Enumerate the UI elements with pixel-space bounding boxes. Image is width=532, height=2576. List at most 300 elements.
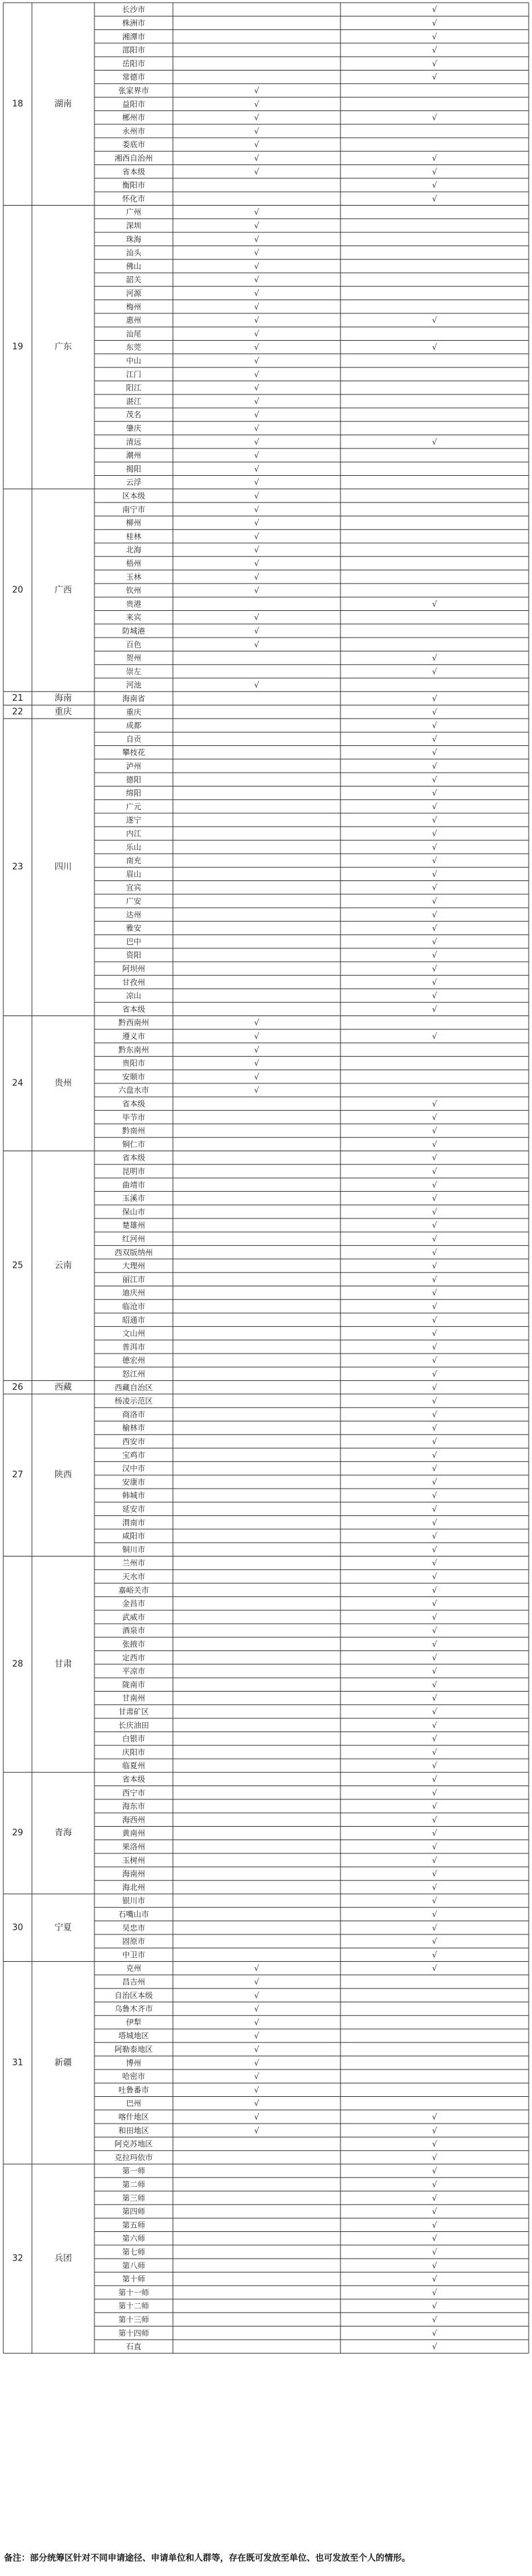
check-mark-unit: √	[254, 234, 259, 244]
check-mark-individual: √	[432, 1693, 438, 1703]
check-mark-unit: √	[254, 437, 259, 447]
check-mark-individual: √	[432, 1004, 438, 1014]
check-mark-individual: √	[432, 775, 438, 785]
check-mark-unit: √	[254, 288, 259, 298]
check-mark-individual: √	[432, 1031, 438, 1041]
city-name: 玉林	[126, 572, 142, 582]
city-name: 第六师	[122, 2233, 146, 2243]
city-name: 固原市	[122, 1936, 146, 1946]
city-name: 石嘴山市	[118, 1909, 149, 1919]
check-mark-individual: √	[432, 977, 438, 987]
city-name: 张掖市	[122, 1639, 146, 1649]
province-name: 兵团	[54, 2253, 72, 2264]
city-name: 克州	[126, 1963, 142, 1973]
check-mark-individual: √	[432, 923, 438, 933]
city-name: 铜仁市	[122, 1139, 146, 1149]
check-mark-individual: √	[432, 707, 438, 717]
city-name: 湘潭市	[122, 31, 146, 41]
city-name: 丽江市	[122, 1274, 146, 1284]
city-name: 黔西南州	[118, 1017, 149, 1027]
city-name: 惠州	[126, 315, 142, 325]
city-name: 甘孜州	[122, 977, 146, 987]
city-name: 内江	[126, 828, 142, 838]
city-name: 东莞	[126, 342, 142, 352]
province-name: 广西	[54, 585, 72, 596]
check-mark-individual: √	[432, 1436, 438, 1446]
city-name: 黔东南州	[118, 1045, 149, 1055]
check-mark-individual: √	[432, 815, 438, 825]
city-name: 西藏自治区	[114, 1382, 153, 1392]
city-name: 长沙市	[122, 5, 146, 15]
city-name: 长庆油田	[118, 1720, 149, 1730]
check-mark-individual: √	[432, 342, 438, 352]
check-mark-individual: √	[432, 1517, 438, 1527]
city-name: 益阳市	[122, 99, 146, 109]
check-mark-individual: √	[432, 1828, 438, 1838]
check-mark-individual: √	[432, 991, 438, 1001]
group-number: 20	[12, 585, 23, 596]
city-name: 崇左	[126, 666, 142, 676]
city-name: 大理州	[122, 1261, 146, 1271]
city-name: 省本级	[122, 1099, 146, 1109]
check-mark-individual: √	[432, 1409, 438, 1419]
city-name: 甘南州	[122, 1693, 146, 1703]
group-number: 18	[12, 98, 23, 109]
check-mark-individual: √	[432, 761, 438, 771]
check-mark-unit: √	[254, 558, 259, 568]
city-name: 楚雄州	[122, 1220, 146, 1230]
city-name: 宜宾	[126, 882, 142, 892]
city-name: 广元	[126, 801, 142, 811]
city-name: 普洱市	[122, 1342, 146, 1352]
check-mark-individual: √	[432, 1315, 438, 1325]
city-name: 南充	[126, 856, 142, 866]
city-name: 巴州	[126, 2098, 142, 2108]
check-mark-individual: √	[432, 2152, 438, 2162]
check-mark-individual: √	[432, 1612, 438, 1622]
group-number: 32	[12, 2253, 23, 2264]
city-name: 第一师	[122, 2166, 146, 2176]
check-mark-unit: √	[254, 640, 259, 649]
city-name: 德宏州	[122, 1356, 146, 1366]
city-name: 韶关	[126, 275, 142, 285]
city-name: 果洛州	[122, 1841, 146, 1851]
check-mark-individual: √	[432, 2261, 438, 2271]
province-name: 重庆	[54, 707, 72, 717]
city-name: 乌鲁木齐市	[114, 2004, 153, 2014]
check-mark-individual: √	[432, 1369, 438, 1379]
check-mark-individual: √	[432, 1774, 438, 1784]
check-mark-individual: √	[432, 2247, 438, 2257]
check-mark-individual: √	[432, 1869, 438, 1879]
city-name: 茂名	[126, 410, 142, 420]
city-name: 银川市	[122, 1896, 146, 1906]
check-mark-individual: √	[432, 437, 438, 447]
city-name: 汉中市	[122, 1463, 146, 1473]
check-mark-individual: √	[432, 1220, 438, 1230]
check-mark-unit: √	[254, 477, 259, 487]
city-name: 第七师	[122, 2247, 146, 2257]
city-name: 阳江	[126, 383, 142, 393]
check-mark-unit: √	[254, 410, 259, 420]
check-mark-individual: √	[432, 2207, 438, 2217]
check-mark-unit: √	[254, 572, 259, 582]
check-mark-unit: √	[254, 396, 259, 406]
city-name: 白银市	[122, 1734, 146, 1744]
check-mark-individual: √	[432, 1936, 438, 1946]
check-mark-unit: √	[254, 464, 259, 474]
check-mark-individual: √	[432, 1585, 438, 1595]
province-name: 海南	[54, 693, 72, 703]
check-mark-individual: √	[432, 1787, 438, 1797]
city-name: 兰州市	[122, 1558, 146, 1568]
check-mark-individual: √	[432, 1234, 438, 1244]
city-name: 海北州	[122, 1882, 146, 1892]
city-name: 临夏州	[122, 1761, 146, 1771]
city-name: 德阳	[126, 775, 142, 785]
check-mark-individual: √	[432, 2220, 438, 2230]
province-name: 四川	[54, 862, 72, 872]
check-mark-individual: √	[432, 1571, 438, 1581]
check-mark-unit: √	[254, 2058, 259, 2068]
check-mark-individual: √	[432, 1706, 438, 1716]
check-mark-individual: √	[432, 1680, 438, 1690]
check-mark-unit: √	[254, 531, 259, 541]
group-number: 26	[12, 1382, 23, 1393]
check-mark-individual: √	[432, 194, 438, 204]
check-mark-individual: √	[432, 72, 438, 82]
city-name: 怀化市	[122, 194, 146, 204]
city-name: 雅安	[126, 923, 142, 933]
city-name: 定西市	[122, 1652, 146, 1662]
city-name: 陇南市	[122, 1680, 146, 1690]
city-name: 中山	[126, 355, 142, 365]
city-name: 海东市	[122, 1801, 146, 1811]
city-name: 延安市	[122, 1504, 146, 1514]
city-name: 梅州	[126, 301, 142, 311]
city-name: 自治区本级	[114, 1990, 153, 2000]
city-name: 第十三师	[118, 2314, 149, 2324]
check-mark-unit: √	[254, 153, 259, 163]
check-mark-individual: √	[432, 1652, 438, 1662]
check-mark-unit: √	[254, 626, 259, 636]
check-mark-individual: √	[432, 1909, 438, 1919]
check-mark-individual: √	[432, 1301, 438, 1311]
check-mark-individual: √	[432, 18, 438, 28]
check-mark-unit: √	[254, 451, 259, 460]
city-name: 郴州市	[122, 112, 146, 122]
city-name: 第十四师	[118, 2328, 149, 2338]
city-name: 深圳	[126, 220, 142, 230]
check-mark-unit: √	[254, 423, 259, 433]
check-mark-individual: √	[432, 2314, 438, 2324]
check-mark-unit: √	[254, 2031, 259, 2041]
city-name: 黄南州	[122, 1828, 146, 1838]
check-mark-unit: √	[254, 1976, 259, 1986]
check-mark-unit: √	[254, 2112, 259, 2121]
city-name: 桂林	[126, 531, 142, 541]
check-mark-individual: √	[432, 5, 438, 15]
check-mark-individual: √	[432, 801, 438, 811]
city-name: 株洲市	[122, 18, 146, 28]
city-name: 佛山	[126, 261, 142, 271]
check-mark-individual: √	[432, 1666, 438, 1676]
city-name: 湘西自治州	[114, 153, 153, 163]
check-mark-unit: √	[254, 2098, 259, 2108]
check-mark-individual: √	[432, 1815, 438, 1825]
check-mark-individual: √	[432, 1112, 438, 1122]
province-name: 广东	[54, 342, 72, 353]
check-mark-unit: √	[254, 2085, 259, 2095]
group-number: 22	[12, 707, 23, 717]
check-mark-individual: √	[432, 1396, 438, 1406]
check-mark-individual: √	[432, 153, 438, 163]
city-name: 潮州	[126, 451, 142, 460]
check-mark-individual: √	[432, 166, 438, 176]
check-mark-individual: √	[432, 31, 438, 41]
city-name: 第八师	[122, 2261, 146, 2271]
city-name: 榆林市	[122, 1423, 146, 1433]
city-name: 乐山	[126, 842, 142, 852]
check-mark-individual: √	[432, 1639, 438, 1649]
city-name: 商洛市	[122, 1409, 146, 1419]
city-name: 迪庆州	[122, 1288, 146, 1298]
check-mark-individual: √	[432, 180, 438, 190]
city-name: 阿坝州	[122, 964, 146, 974]
city-name: 安康市	[122, 1477, 146, 1487]
check-mark-unit: √	[254, 545, 259, 555]
city-name: 海南州	[122, 1869, 146, 1879]
check-mark-unit: √	[254, 2125, 259, 2135]
city-name: 巴中	[126, 936, 142, 946]
check-mark-individual: √	[432, 1855, 438, 1865]
check-mark-individual: √	[432, 2342, 438, 2352]
check-mark-unit: √	[254, 2004, 259, 2014]
city-name: 第十二师	[118, 2301, 149, 2311]
check-mark-individual: √	[432, 2179, 438, 2189]
city-name: 阿勒泰地区	[114, 2044, 153, 2054]
province-name: 西藏	[54, 1382, 72, 1393]
check-mark-individual: √	[432, 1450, 438, 1460]
city-name: 酒泉市	[122, 1626, 146, 1636]
check-mark-individual: √	[432, 828, 438, 838]
check-mark-individual: √	[432, 910, 438, 920]
city-name: 保山市	[122, 1206, 146, 1216]
city-name: 六盘水市	[118, 1085, 149, 1095]
city-name: 宝鸡市	[122, 1450, 146, 1460]
city-name: 安顺市	[122, 1071, 146, 1081]
check-mark-individual: √	[432, 2233, 438, 2243]
check-mark-individual: √	[432, 1801, 438, 1811]
check-mark-unit: √	[254, 518, 259, 528]
city-name: 铜川市	[122, 1545, 146, 1555]
footnote: 备注：部分统筹区针对不同申请途径、申请单位和人群等，存在既可发放至单位、也可发放至个人的情形。	[4, 2553, 411, 2563]
group-number: 23	[12, 862, 23, 872]
check-mark-individual: √	[432, 315, 438, 325]
city-name: 喀什地区	[118, 2112, 149, 2121]
group-number: 28	[12, 1659, 23, 1670]
check-mark-individual: √	[432, 2139, 438, 2149]
check-mark-individual: √	[432, 1463, 438, 1473]
city-name: 阿克苏地区	[114, 2139, 153, 2149]
check-mark-individual: √	[432, 1531, 438, 1541]
check-mark-unit: √	[254, 612, 259, 622]
city-name: 云浮	[126, 477, 142, 487]
check-mark-individual: √	[432, 1720, 438, 1730]
city-name: 塔城地区	[118, 2031, 149, 2041]
city-name: 渭南市	[122, 1517, 146, 1527]
check-mark-unit: √	[254, 1045, 259, 1055]
city-name: 娄底市	[122, 140, 146, 150]
city-name: 玉树州	[122, 1855, 146, 1865]
city-name: 昌吉州	[122, 1976, 146, 1986]
city-name: 防城港	[122, 626, 146, 636]
city-name: 重庆	[126, 707, 142, 717]
check-mark-unit: √	[254, 1085, 259, 1095]
group-number: 19	[12, 342, 23, 353]
check-mark-unit: √	[254, 680, 259, 690]
check-mark-individual: √	[432, 882, 438, 892]
city-name: 黔南州	[122, 1126, 146, 1136]
city-name: 天水市	[122, 1571, 146, 1581]
check-mark-individual: √	[432, 856, 438, 866]
check-mark-unit: √	[254, 369, 259, 379]
check-mark-individual: √	[432, 1153, 438, 1163]
check-mark-unit: √	[254, 1017, 259, 1027]
city-name: 汕头	[126, 248, 142, 258]
check-mark-individual: √	[432, 1099, 438, 1109]
city-name: 第十师	[122, 2274, 146, 2284]
check-mark-individual: √	[432, 1193, 438, 1203]
city-name: 自贡	[126, 734, 142, 744]
city-name: 吴忠市	[122, 1923, 146, 1932]
check-mark-individual: √	[432, 653, 438, 663]
check-mark-individual: √	[432, 1491, 438, 1501]
check-mark-individual: √	[432, 2328, 438, 2338]
city-name: 怒江州	[122, 1369, 146, 1379]
city-name: 广安	[126, 896, 142, 906]
province-name: 甘肃	[54, 1659, 72, 1670]
check-mark-individual: √	[432, 1950, 438, 1960]
check-mark-individual: √	[432, 1180, 438, 1190]
city-name: 毕节市	[122, 1112, 146, 1122]
city-name: 西安市	[122, 1436, 146, 1446]
group-number: 29	[12, 1828, 23, 1839]
province-name: 陕西	[54, 1470, 72, 1481]
check-mark-unit: √	[254, 126, 259, 136]
check-mark-individual: √	[432, 1841, 438, 1851]
city-name: 第五师	[122, 2220, 146, 2230]
check-mark-individual: √	[432, 1342, 438, 1352]
city-name: 清远	[126, 437, 142, 447]
city-name: 衡阳市	[122, 180, 146, 190]
check-mark-unit: √	[254, 99, 259, 109]
city-name: 凉山	[126, 991, 142, 1001]
province-name: 新疆	[54, 2058, 72, 2068]
city-name: 庆阳市	[122, 1747, 146, 1757]
city-name: 省本级	[122, 1774, 146, 1784]
city-name: 哈密市	[122, 2072, 146, 2082]
city-name: 南宁市	[122, 504, 146, 514]
check-mark-unit: √	[254, 1963, 259, 1973]
city-name: 省本级	[122, 1004, 146, 1014]
check-mark-individual: √	[432, 964, 438, 974]
city-name: 玉溪市	[122, 1193, 146, 1203]
city-name: 文山州	[122, 1328, 146, 1338]
check-mark-individual: √	[432, 1423, 438, 1433]
city-name: 贺州	[126, 653, 142, 663]
city-name: 广州	[126, 207, 142, 217]
check-mark-individual: √	[432, 1896, 438, 1906]
check-mark-individual: √	[432, 1328, 438, 1338]
check-mark-unit: √	[254, 355, 259, 365]
check-mark-individual: √	[432, 599, 438, 609]
check-mark-individual: √	[432, 1734, 438, 1744]
check-mark-unit: √	[254, 2017, 259, 2027]
check-mark-individual: √	[432, 1923, 438, 1932]
city-name: 绵阳	[126, 788, 142, 798]
check-mark-individual: √	[432, 2301, 438, 2311]
city-name: 海西州	[122, 1815, 146, 1825]
city-name: 泸州	[126, 761, 142, 771]
check-mark-unit: √	[254, 329, 259, 339]
city-name: 岳阳市	[122, 59, 146, 69]
city-name: 眉山	[126, 869, 142, 879]
check-mark-unit: √	[254, 166, 259, 176]
city-name: 第三师	[122, 2193, 146, 2203]
check-mark-individual: √	[432, 1382, 438, 1392]
check-mark-individual: √	[432, 1261, 438, 1271]
city-name: 北海	[126, 545, 142, 555]
city-name: 西宁市	[122, 1787, 146, 1797]
city-name: 吐鲁番市	[118, 2085, 149, 2095]
city-name: 钦州	[126, 586, 142, 596]
check-mark-unit: √	[254, 220, 259, 230]
check-mark-individual: √	[432, 1166, 438, 1176]
city-name: 贵阳市	[122, 1058, 146, 1068]
city-name: 遂宁	[126, 815, 142, 825]
check-mark-individual: √	[432, 1747, 438, 1757]
city-name: 西双版纳州	[114, 1247, 153, 1257]
check-mark-individual: √	[432, 1206, 438, 1216]
province-name: 贵州	[54, 1078, 72, 1089]
check-mark-individual: √	[432, 59, 438, 69]
city-name: 常德市	[122, 72, 146, 82]
check-mark-individual: √	[432, 1139, 438, 1149]
group-number: 27	[12, 1470, 23, 1481]
city-name: 肇庆	[126, 423, 142, 433]
check-mark-individual: √	[432, 1598, 438, 1608]
check-mark-individual: √	[432, 1288, 438, 1298]
check-mark-unit: √	[254, 1031, 259, 1041]
check-mark-unit: √	[254, 248, 259, 258]
check-mark-individual: √	[432, 1626, 438, 1636]
check-mark-individual: √	[432, 2112, 438, 2121]
city-name: 永州市	[122, 126, 146, 136]
city-name: 咸阳市	[122, 1531, 146, 1541]
city-name: 临沧市	[122, 1301, 146, 1311]
city-name: 曲靖市	[122, 1180, 146, 1190]
city-name: 嘉峪关市	[118, 1585, 149, 1595]
city-name: 江门	[126, 369, 142, 379]
city-name: 河源	[126, 288, 142, 298]
check-mark-individual: √	[432, 1963, 438, 1973]
city-name: 区本级	[122, 490, 146, 500]
check-mark-unit: √	[254, 383, 259, 393]
check-mark-individual: √	[432, 1761, 438, 1771]
check-mark-unit: √	[254, 275, 259, 285]
city-name: 成都	[126, 721, 142, 731]
